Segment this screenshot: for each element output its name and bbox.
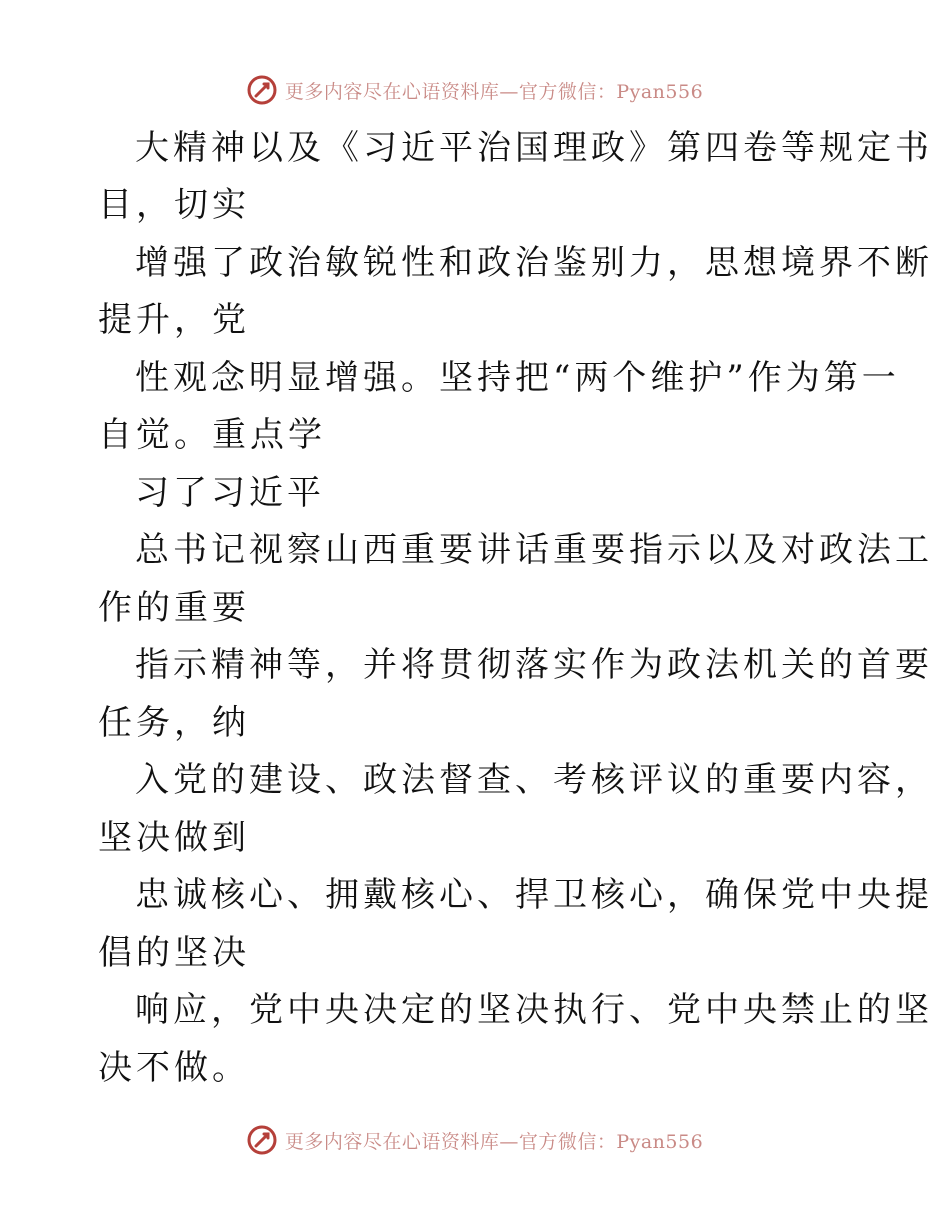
text-line: 决不做。 bbox=[98, 1048, 250, 1088]
text-line: 大精神以及《习近平治国理政》第四卷等规定书 bbox=[135, 128, 933, 168]
text-line: 性观念明显增强。坚持把“两个维护”作为第一 bbox=[135, 358, 900, 398]
text-line: 增强了政治敏锐性和政治鉴别力，思想境界不断 bbox=[135, 243, 933, 283]
text-line: 指示精神等，并将贯彻落实作为政法机关的首要 bbox=[135, 645, 933, 685]
text-line: 习了习近平 bbox=[135, 473, 325, 513]
text-line: 目，切实 bbox=[98, 185, 250, 225]
text-line: 提升，党 bbox=[98, 300, 250, 340]
text-line: 入党的建设、政法督查、考核评议的重要内容， bbox=[135, 760, 933, 800]
logo-icon bbox=[247, 1125, 277, 1155]
logo-icon bbox=[247, 75, 277, 105]
text-line: 作的重要 bbox=[98, 588, 250, 628]
text-line: 响应，党中央决定的坚决执行、党中央禁止的坚 bbox=[135, 990, 933, 1030]
watermark-text: 更多内容尽在心语资料库—官方微信：Pyan556 bbox=[284, 80, 704, 103]
text-line: 坚决做到 bbox=[98, 818, 250, 858]
text-line: 自觉。重点学 bbox=[98, 415, 326, 455]
text-line: 总书记视察山西重要讲话重要指示以及对政法工 bbox=[135, 530, 933, 570]
text-line: 忠诚核心、拥戴核心、捍卫核心，确保党中央提 bbox=[135, 875, 933, 915]
watermark-text: 更多内容尽在心语资料库—官方微信：Pyan556 bbox=[284, 1130, 704, 1153]
text-line: 倡的坚决 bbox=[98, 933, 250, 973]
text-line: 任务，纳 bbox=[98, 703, 250, 743]
header-watermark-banner bbox=[0, 70, 950, 110]
footer-watermark-banner bbox=[0, 1120, 950, 1160]
